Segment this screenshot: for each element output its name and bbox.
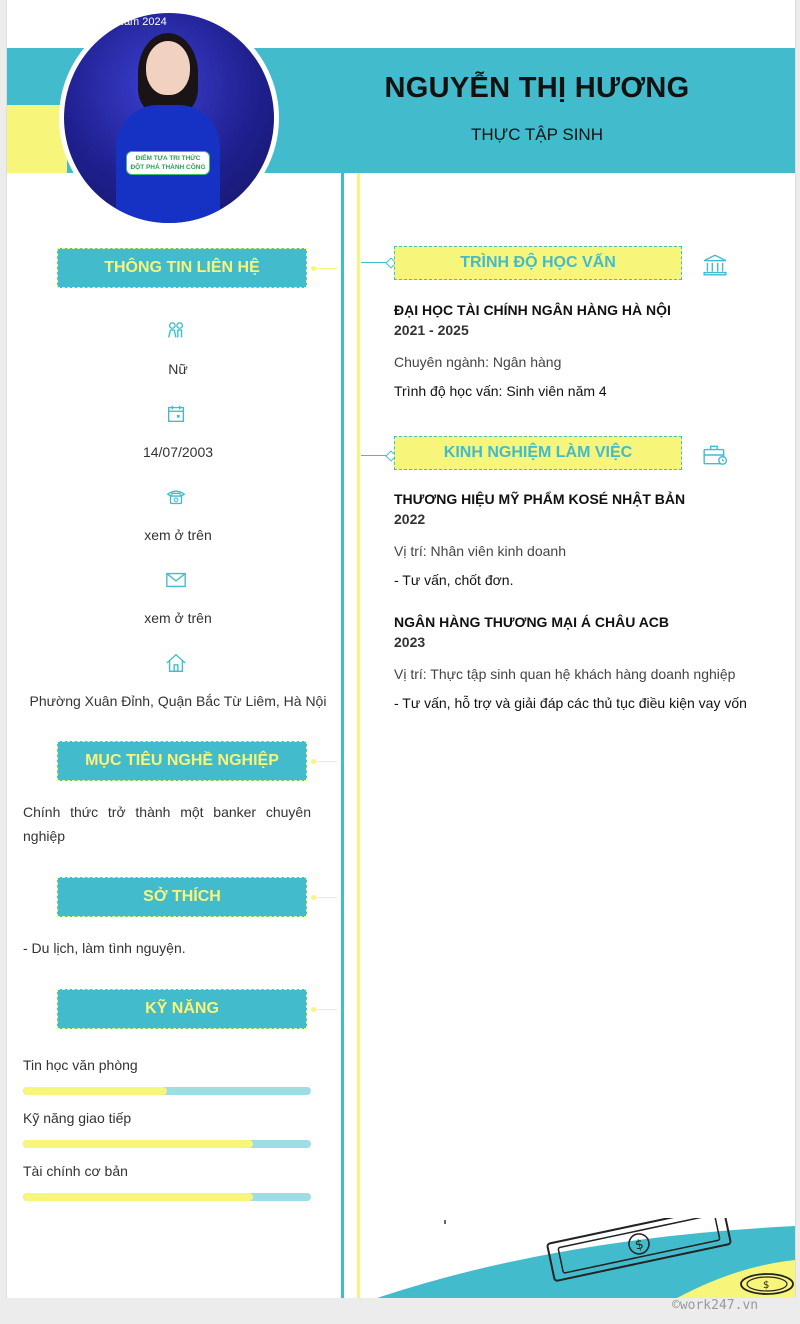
phone-value: xem ở trên	[144, 527, 212, 543]
home-icon	[165, 652, 187, 674]
dob-value: 14/07/2003	[142, 444, 214, 460]
skills-section-title: KỸ NĂNG	[57, 989, 307, 1029]
job-position: Vị trí: Nhân viên kinh doanh	[394, 543, 566, 559]
svg-text:$: $	[633, 1237, 646, 1254]
header-accent-strip	[7, 105, 67, 173]
divider-line-yellow	[357, 173, 360, 1298]
address-value: Phường Xuân Đỉnh, Quận Bắc Từ Liêm, Hà Nội	[29, 693, 327, 709]
objective-connector	[313, 761, 337, 762]
skill-bar-fill	[23, 1140, 253, 1148]
photo-sign: ĐIỂM TỰA TRI THỨC ĐỘT PHÁ THÀNH CÔNG	[126, 151, 210, 175]
skill-bar	[23, 1087, 311, 1095]
education-period: 2021 - 2025	[394, 322, 469, 338]
cv-page	[6, 0, 796, 1298]
job-year: 2022	[394, 511, 426, 527]
experience-connector	[361, 455, 391, 456]
contact-section-title: THÔNG TIN LIÊN HỆ	[57, 248, 307, 288]
skill-bar	[23, 1193, 311, 1201]
school-name: ĐẠI HỌC TÀI CHÍNH NGÂN HÀNG HÀ NỘI	[394, 302, 671, 318]
candidate-name: NGUYỄN THỊ HƯƠNG	[384, 72, 690, 104]
education-section-title: TRÌNH ĐỘ HỌC VẤN	[394, 246, 682, 280]
calendar-icon	[165, 403, 187, 425]
phone-icon	[165, 486, 187, 508]
job-company: THƯƠNG HIỆU MỸ PHẨM KOSÉ NHẬT BẢN	[394, 491, 686, 507]
job-company: NGÂN HÀNG THƯƠNG MẠI Á CHÂU ACB	[394, 614, 670, 630]
hobbies-section-title: SỞ THÍCH	[57, 877, 307, 917]
job-description: - Tư vấn, hỗ trợ và giải đáp các thủ tục điều kiện vay vốn	[394, 695, 747, 711]
photo-year-text: Năm 2024	[116, 16, 167, 28]
objective-text: Chính thức trở thành một banker chuyên nghiệp	[23, 804, 311, 844]
watermark: ©work247.vn	[672, 1298, 759, 1313]
skill-label: Tài chính cơ bản	[23, 1163, 128, 1179]
job-year: 2023	[394, 634, 426, 650]
gender-icon	[165, 320, 187, 342]
institution-icon	[702, 252, 728, 278]
avatar	[64, 13, 274, 223]
skill-bar-fill	[23, 1087, 167, 1095]
education-level: Trình độ học vấn: Sinh viên năm 4	[394, 383, 607, 399]
email-icon	[165, 569, 187, 591]
skill-label: Tin học văn phòng	[23, 1057, 138, 1073]
skill-bar-fill	[23, 1193, 253, 1201]
education-major: Chuyên ngành: Ngân hàng	[394, 354, 562, 370]
briefcase-icon	[702, 442, 728, 468]
skill-label: Kỹ năng giao tiếp	[23, 1110, 132, 1126]
contact-connector	[313, 268, 337, 269]
experience-section-title: KINH NGHIỆM LÀM VIỆC	[394, 436, 682, 470]
job-description: - Tư vấn, chốt đơn.	[394, 572, 514, 588]
skill-bar	[23, 1140, 311, 1148]
divider-line-blue	[341, 173, 344, 1298]
education-connector	[361, 262, 391, 263]
candidate-role: THỰC TẬP SINH	[471, 125, 603, 144]
skills-connector	[313, 1009, 337, 1010]
gender-value: Nữ	[168, 361, 188, 377]
svg-text:$: $	[763, 1280, 770, 1291]
hobbies-text: - Du lịch, làm tình nguyện.	[23, 940, 186, 956]
email-value: xem ở trên	[144, 610, 212, 626]
job-position: Vị trí: Thực tập sinh quan hệ khách hàng doanh nghiệp	[394, 666, 736, 682]
objective-section-title: MỤC TIÊU NGHỀ NGHIỆP	[57, 741, 307, 781]
hobbies-connector	[313, 897, 337, 898]
footer-wave-decoration	[377, 1218, 795, 1298]
